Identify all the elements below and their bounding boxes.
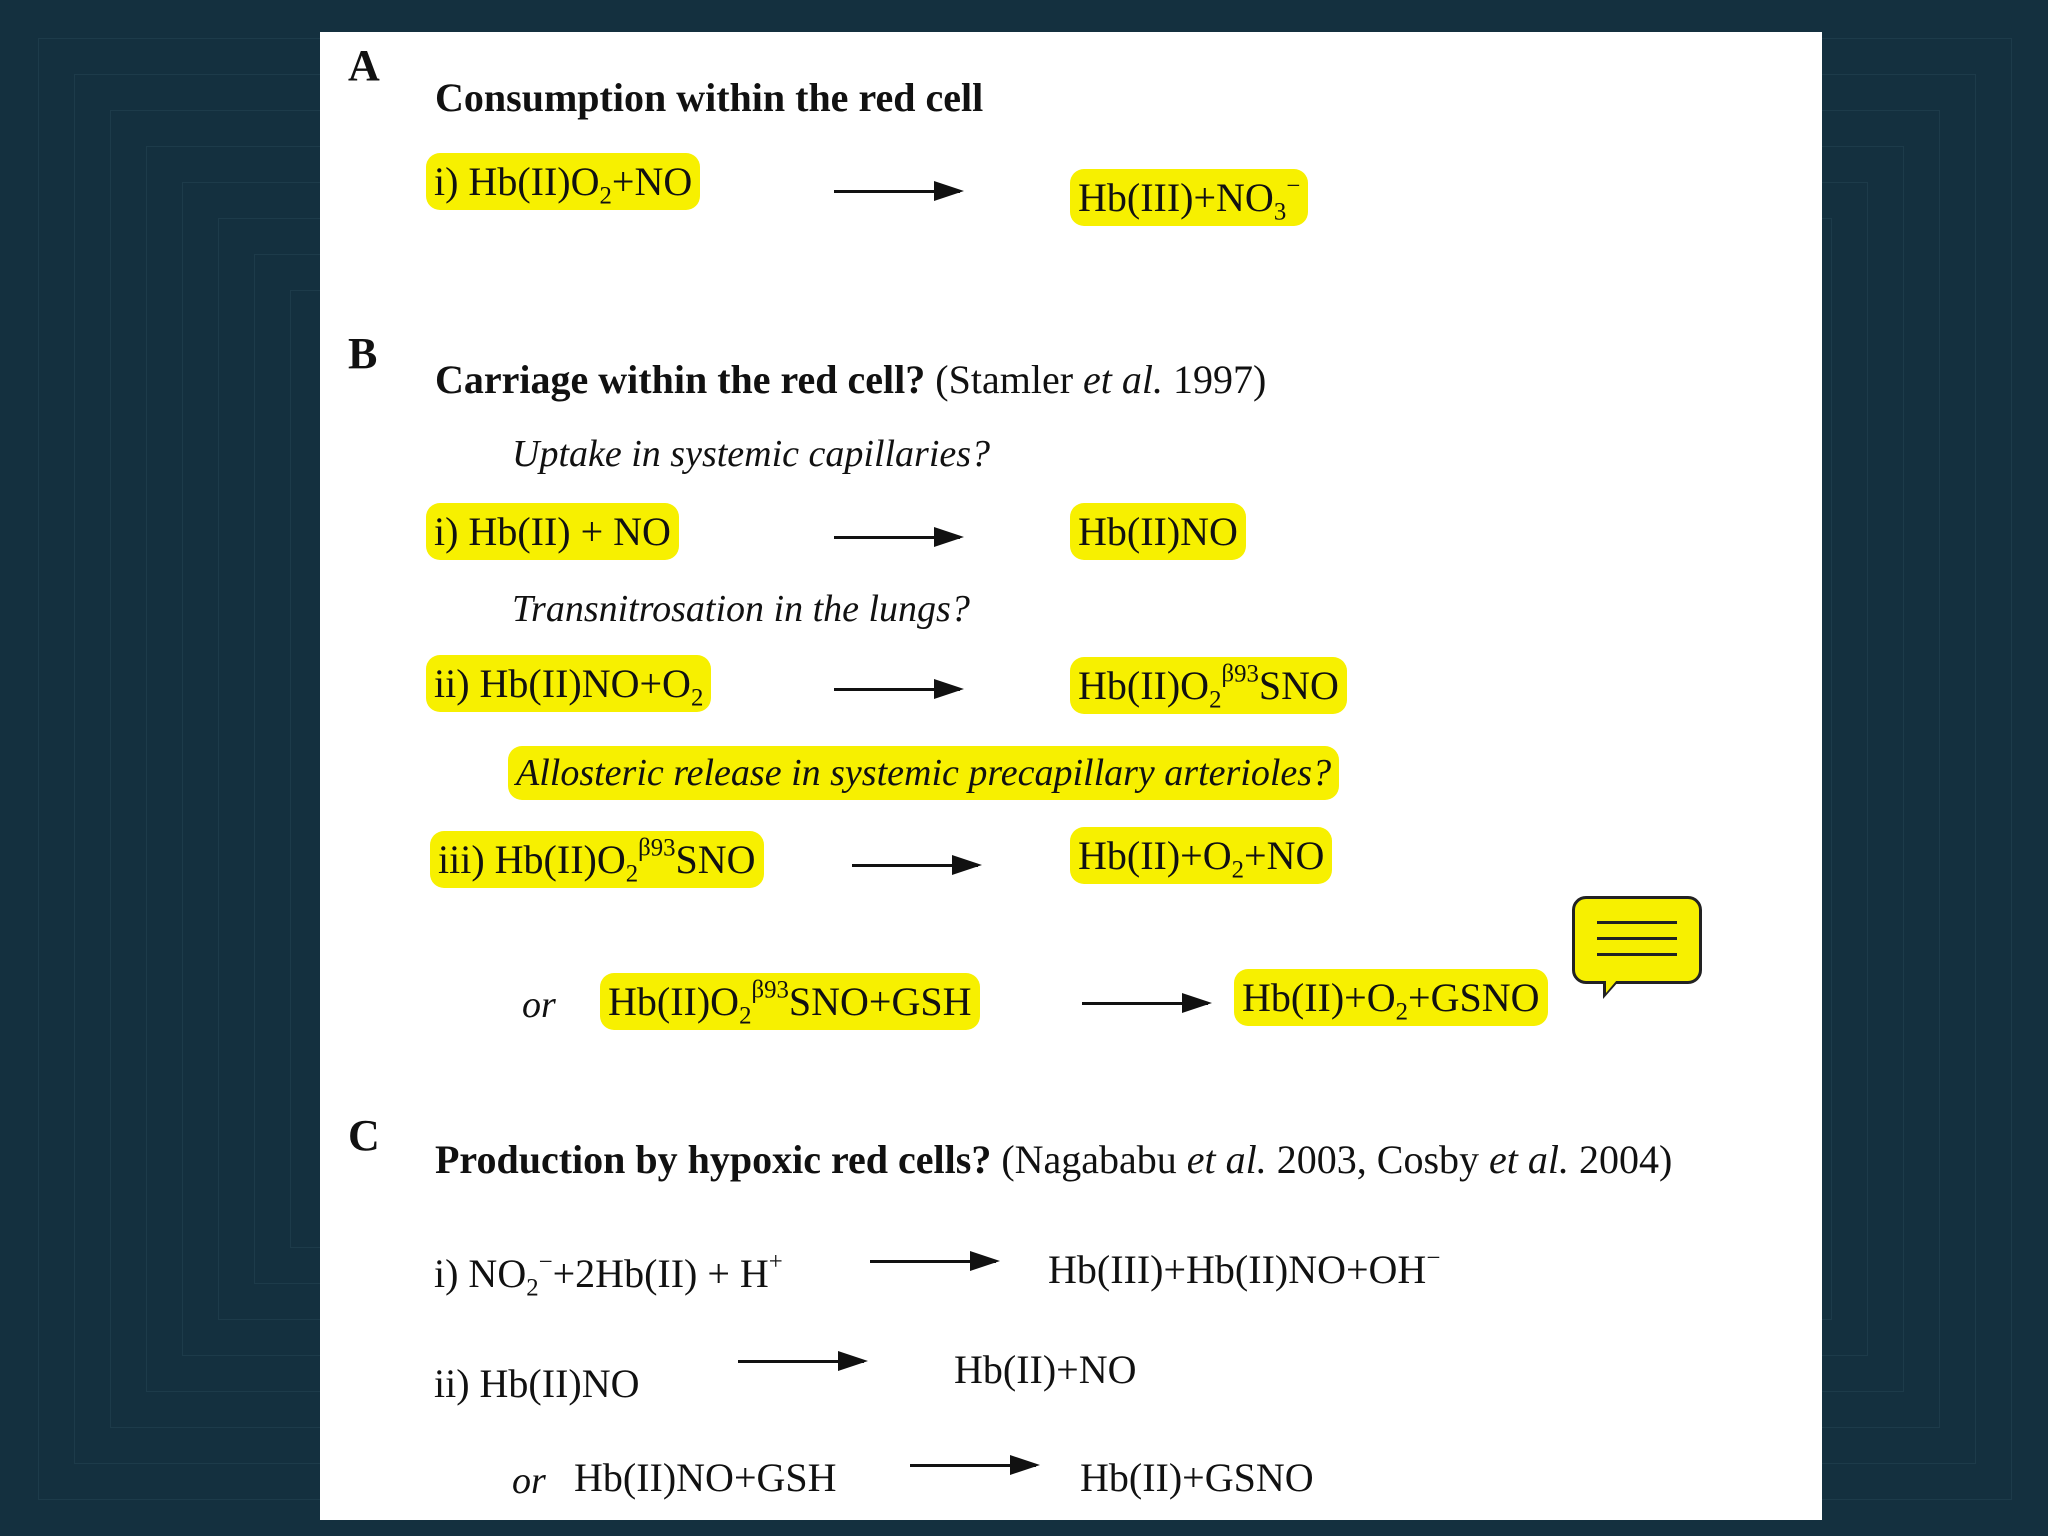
reaction-arrow	[738, 1360, 864, 1363]
section-b-subheading-allosteric[interactable]: Allosteric release in systemic precapillary arterioles?	[508, 754, 1339, 792]
section-c-eq1-lhs: i) $NO_2^-+2Hb(II) + H^+$	[434, 1248, 783, 1302]
section-c-label: C	[348, 1111, 380, 1160]
comment-tail-fill	[1606, 980, 1617, 993]
section-b-eq4-rhs[interactable]: $Hb(II)+O_2+GSNO$	[1234, 978, 1548, 1018]
reaction-arrow	[834, 190, 960, 193]
reaction-arrow	[834, 536, 960, 539]
section-c-eq3-rhs: Hb(II)+GSNO	[1080, 1455, 1314, 1500]
section-c-eq3-lhs: Hb(II)NO+GSH	[574, 1455, 837, 1500]
section-b-eq4-or: or	[522, 984, 556, 1026]
section-c-heading: Production by hypoxic red cells? (Nagababu et al. 2003, Cosby et al. 2004)	[435, 1137, 1673, 1182]
section-b-eq4-lhs[interactable]: $Hb(II)O_2^{\beta 93}SNO+GSH$	[600, 982, 980, 1022]
section-b-heading: Carriage within the red cell? (Stamler et al. 1997)	[435, 357, 1267, 402]
comment-line	[1597, 953, 1677, 956]
section-b-eq1-lhs[interactable]: i) Hb(II) + NO	[426, 512, 679, 552]
section-b-subheading-transnitrosation: Transnitrosation in the lungs?	[512, 588, 970, 630]
section-c-eq3-or: or	[512, 1460, 546, 1502]
section-b-eq3-rhs[interactable]: $Hb(II)+O_2+NO$	[1070, 836, 1332, 876]
section-a-eq1-rhs[interactable]: $Hb(III)+NO_3^-$	[1070, 178, 1308, 218]
section-c-eq1-rhs: Hb(III)+Hb(II)NO+OH−	[1048, 1244, 1441, 1292]
reaction-arrow	[870, 1260, 996, 1263]
section-a-eq1-lhs[interactable]: i) $Hb(II)O_2+NO$	[426, 162, 700, 202]
reaction-arrow	[910, 1464, 1036, 1467]
comment-line	[1597, 937, 1677, 940]
section-b-eq1-rhs[interactable]: Hb(II)NO	[1070, 512, 1246, 552]
section-b-subheading-uptake: Uptake in systemic capillaries?	[512, 433, 991, 475]
reaction-arrow	[1082, 1002, 1208, 1005]
section-b-eq2-lhs[interactable]: ii) $Hb(II)NO+O_2$	[426, 664, 711, 704]
section-a-label: A	[348, 41, 380, 90]
section-b-label: B	[348, 329, 378, 378]
section-c-eq2-rhs: Hb(II)+NO	[954, 1347, 1137, 1392]
reaction-arrow	[834, 688, 960, 691]
figure-page	[320, 32, 1822, 1520]
speech-bubble-comment-icon[interactable]	[1572, 896, 1702, 984]
section-b-eq3-lhs[interactable]: iii) $Hb(II)O_2^{\beta 93}SNO$	[430, 840, 764, 880]
comment-line	[1597, 921, 1677, 924]
section-a-heading: Consumption within the red cell	[435, 75, 984, 120]
section-b-eq2-rhs[interactable]: $Hb(II)O_2^{\beta 93}SNO$	[1070, 666, 1347, 706]
reaction-arrow	[852, 864, 978, 867]
section-c-eq2-lhs: ii) Hb(II)NO	[434, 1361, 640, 1406]
